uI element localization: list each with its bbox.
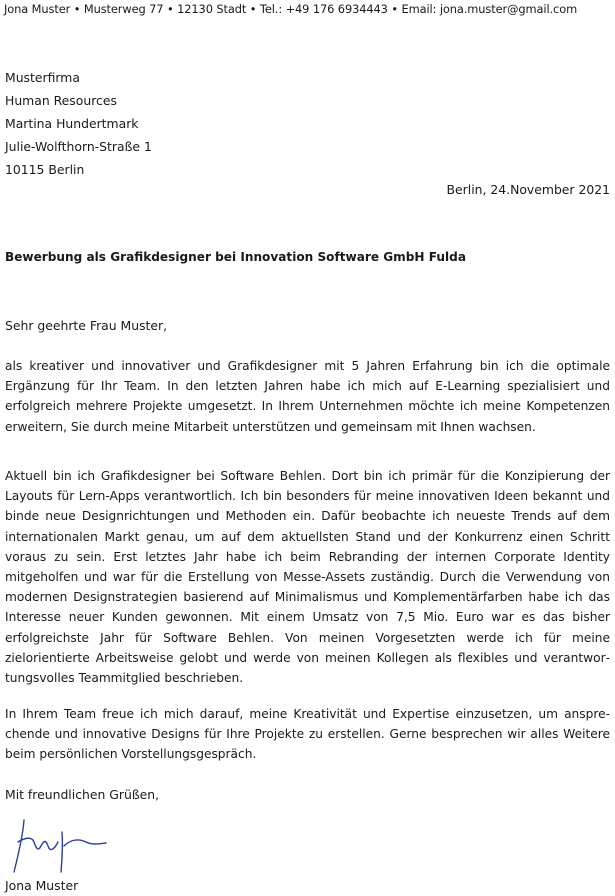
recipient-person: Martina Hundertmark (5, 116, 139, 131)
body-paragraph-3: In Ihrem Team freue ich mich darauf, meine Kreativität und Expertise einzusetzen, um ansprechende und innovative Designs für Ihre Projekte zu erstellen. Gerne besprechen wir alles Weitere beim persönlichen Vorstellungsgespräch. (5, 707, 610, 762)
letter-date: Berlin, 24.November 2021 (446, 182, 610, 197)
recipient-city: 10115 Berlin (5, 162, 85, 177)
recipient-street: Julie-Wolfthorn-Straße 1 (5, 139, 152, 154)
handwritten-signature (6, 812, 116, 878)
recipient-department: Human Resources (5, 93, 117, 108)
salutation: Sehr geehrte Frau Muster, (5, 318, 168, 333)
signature-stroke (14, 820, 106, 872)
letter-subject: Bewerbung als Grafikdesigner bei Innovation Software GmbH Fulda (5, 250, 466, 264)
body-paragraph-2: Aktuell bin ich Grafikdesigner bei Software Behlen. Dort bin ich primär für die Konzipierung der Layouts für Lern-Apps verantwortlich. Ich bin besonders für meine innovativen Ideen bekannt und binde neue Designrichtungen und Methoden ein. Dafür beobachte ich neueste Trends auf dem internationalen Markt genau, um auf dem aktuellsten Stand und der Konkurrenz einen Schritt voraus zu sein. Erst letztes Jahr habe ich beim Rebranding der internen Corporate Identity mitgeholfen und war für die Erstellung von Messe-Assets zuständig. Durch die Verwendung von modernen Designstrategien basierend auf Minimalismus und Komplementärfarben habe ich das Interesse neuer Kunden gewonnen. Mit einem Umsatz von 7,5 Mio. Euro war es das bisher erfolgreichste Jahr für Software Behlen. Von meinen Vorgesetzten werde ich für meine zielorientierte Arbeitsweise gelobt und werde von meinen Kollegen als flexibles und verantwortungsvolles Teammitglied beschrieben. (5, 469, 610, 686)
recipient-address (5, 66, 152, 181)
recipient-company: Musterfirma (5, 70, 80, 85)
signer-name: Jona Muster (5, 878, 79, 893)
body-paragraph-1: als kreativer und innovativer und Grafikdesigner mit 5 Jahren Erfahrung bin ich die optimale Ergänzung für Ihr Team. In den letzten Jahren habe ich mich auf E-Learning spezialisiert und erfolgreich mehrere Projekte umgesetzt. In Ihrem Unternehmen möchte ich meine Kompetenzen erweitern, Sie durch meine Mitarbeit unterstützen und gemeinsam mit Ihnen wachsen. (5, 359, 610, 434)
closing-phrase: Mit freundlichen Grüßen, (5, 787, 160, 802)
sender-contact-line: Jona Muster • Musterweg 77 • 12130 Stadt • Tel.: +49 176 6934443 • Email: jona.muster@gmail.com (4, 2, 578, 16)
